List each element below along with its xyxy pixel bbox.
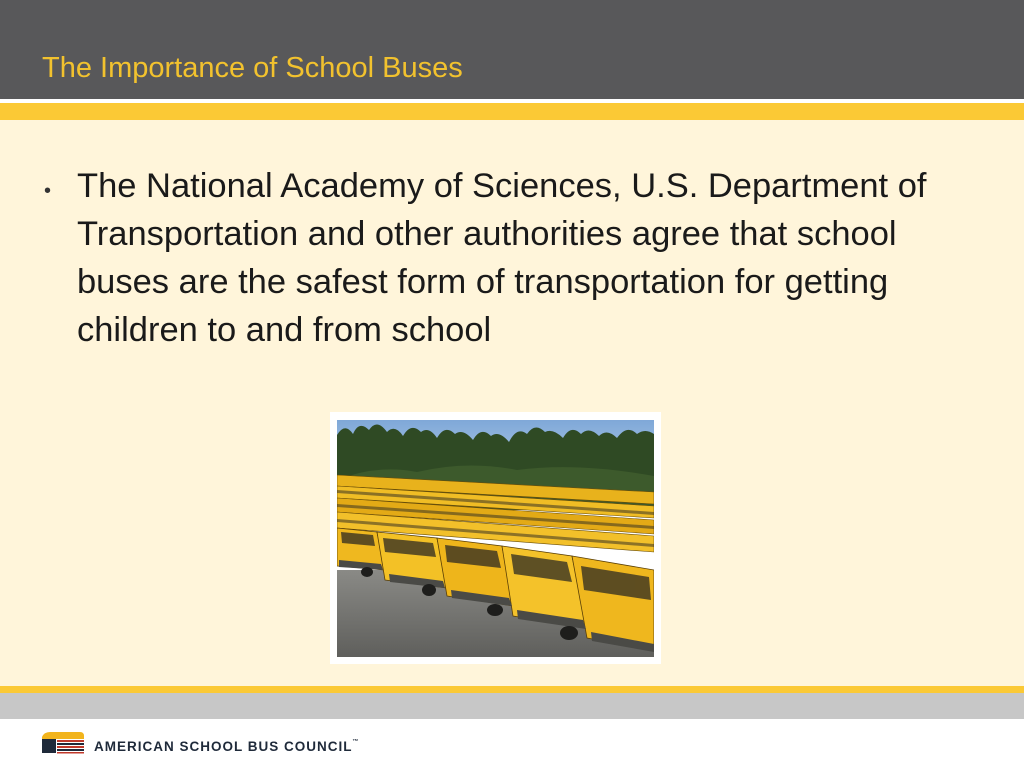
bottom-gold-stripe <box>0 686 1024 693</box>
bullet-marker: • <box>44 180 52 202</box>
slide-header <box>0 0 1024 99</box>
council-logo-text <box>94 739 359 754</box>
slide-footer <box>0 719 1024 768</box>
bus-flag-logo-icon <box>40 731 86 755</box>
bottom-gray-band <box>0 693 1024 719</box>
trademark-symbol: ™ <box>352 739 359 745</box>
photo-frame <box>330 412 661 664</box>
council-name: AMERICAN SCHOOL BUS COUNCIL <box>94 739 353 754</box>
top-gold-stripe <box>0 103 1024 120</box>
slide-title: The Importance of School Buses <box>42 52 463 84</box>
bullet-text: The National Academy of Sciences, U.S. Department of Transportation and other authorities agree that school buses are the safest form of transportation for getting children to and from school <box>77 167 927 349</box>
school-buses-illustration <box>337 420 654 657</box>
school-buses-photo <box>337 420 654 657</box>
